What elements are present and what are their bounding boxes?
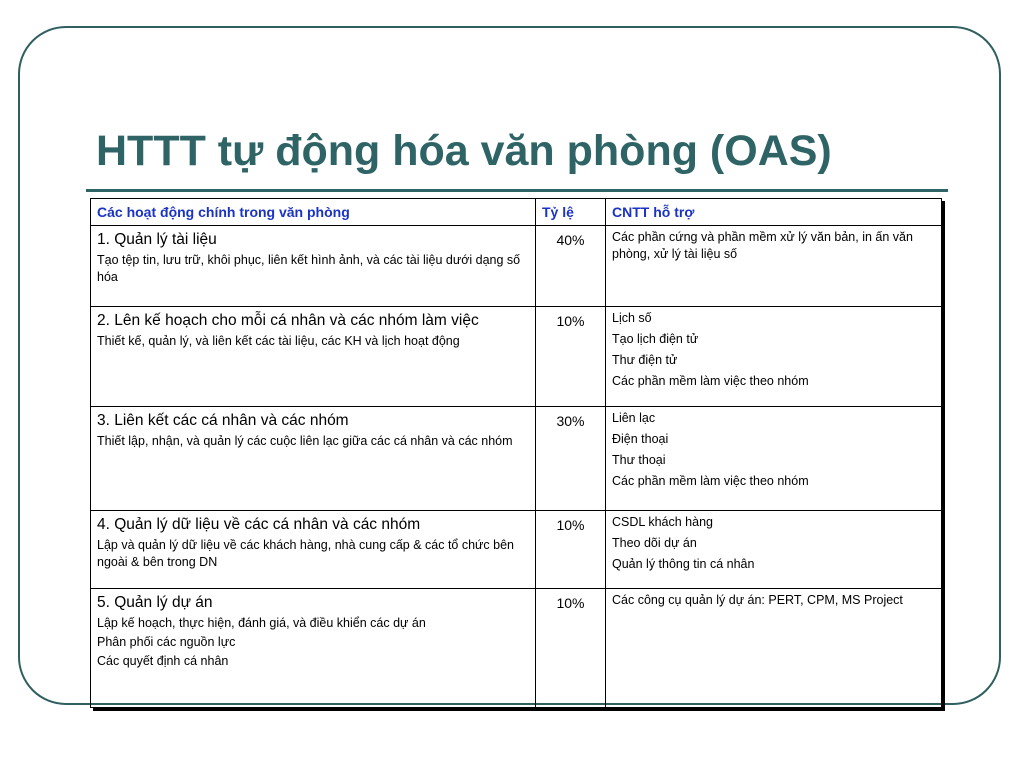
ratio-cell: 30%	[536, 407, 606, 511]
ratio-cell: 40%	[536, 226, 606, 307]
activity-cell	[91, 226, 536, 307]
activity-cell	[91, 589, 536, 708]
support-item: Liên lạc	[612, 411, 656, 425]
table-header-row	[91, 199, 942, 226]
ratio-cell: 10%	[536, 511, 606, 589]
header-it-support: CNTT hỗ trợ	[606, 199, 942, 226]
support-item: Thư điện tử	[612, 353, 678, 367]
slide-title: HTTT tự động hóa văn phòng (OAS)	[96, 127, 832, 175]
support-item: Các phần mềm làm việc theo nhóm	[612, 374, 809, 388]
header-ratio: Tỷ lệ	[536, 199, 606, 226]
title-underline	[86, 189, 948, 192]
header-activities: Các hoạt động chính trong văn phòng	[91, 199, 536, 226]
activity-detail: Lập kế hoạch, thực hiện, đánh giá, và điều khiển các dự án	[97, 616, 426, 630]
table-row	[91, 589, 942, 708]
activity-detail: Các quyết định cá nhân	[97, 654, 229, 668]
activity-cell	[91, 407, 536, 511]
activity-cell	[91, 307, 536, 407]
activity-title: 1. Quản lý tài liệu	[97, 231, 217, 248]
support-item: Điện thoại	[612, 432, 669, 446]
support-cell	[606, 307, 942, 407]
activity-detail: Tạo tệp tin, lưu trữ, khôi phục, liên kết hình ảnh, và các tài liệu dưới dạng số hóa	[97, 253, 521, 284]
activity-detail: Thiết kế, quản lý, và liên kết các tài liệu, các KH và lịch hoạt động	[97, 334, 460, 348]
table-row	[91, 407, 942, 511]
support-item: Các phần mềm làm việc theo nhóm	[612, 474, 809, 488]
ratio-cell: 10%	[536, 589, 606, 708]
support-item: Thư thoại	[612, 453, 666, 467]
table-row	[91, 226, 942, 307]
support-item: Quản lý thông tin cá nhân	[612, 557, 755, 571]
support-item: CSDL khách hàng	[612, 515, 713, 529]
support-cell	[606, 226, 942, 307]
support-item: Theo dõi dự án	[612, 536, 697, 550]
support-item: Lịch số	[612, 311, 652, 325]
table-container	[90, 198, 942, 708]
activity-detail: Thiết lập, nhận, và quản lý các cuộc liên lạc giữa các cá nhân và các nhóm	[97, 434, 513, 448]
support-item: Tạo lịch điện tử	[612, 332, 699, 346]
activity-cell	[91, 511, 536, 589]
ratio-cell: 10%	[536, 307, 606, 407]
table-row	[91, 307, 942, 407]
activity-title: 3. Liên kết các cá nhân và các nhóm	[97, 412, 349, 429]
activity-title: 5. Quản lý dự án	[97, 594, 213, 611]
support-item: Các phần cứng và phần mềm xử lý văn bản, in ấn văn phòng, xử lý tài liệu số	[612, 230, 913, 261]
support-item: Các công cụ quản lý dự án: PERT, CPM, MS Project	[612, 593, 903, 607]
oas-table	[90, 198, 942, 708]
activity-detail: Phân phối các nguồn lực	[97, 635, 236, 649]
table-row	[91, 511, 942, 589]
activity-title: 2. Lên kế hoạch cho mỗi cá nhân và các nhóm làm việc	[97, 312, 479, 329]
support-cell	[606, 511, 942, 589]
support-cell	[606, 589, 942, 708]
activity-detail: Lập và quản lý dữ liệu về các khách hàng, nhà cung cấp & các tổ chức bên ngoài & bên trong DN	[97, 538, 515, 569]
activity-title: 4. Quản lý dữ liệu về các cá nhân và các nhóm	[97, 516, 421, 533]
support-cell	[606, 407, 942, 511]
